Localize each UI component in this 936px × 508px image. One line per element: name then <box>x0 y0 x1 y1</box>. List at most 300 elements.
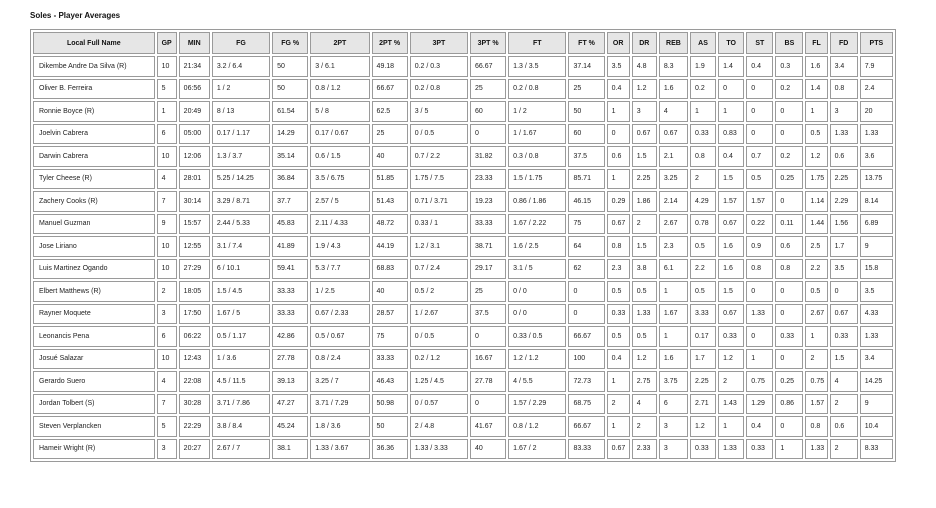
stat-cell: 0.67 <box>607 439 630 460</box>
column-header[interactable]: DR <box>632 32 657 54</box>
stat-cell: 0.67 <box>718 214 744 235</box>
stat-cell: 3.4 <box>860 349 893 370</box>
stat-cell: 0.8 / 1.2 <box>508 416 566 437</box>
stat-cell: 1.57 / 2.29 <box>508 394 566 415</box>
stat-cell: 20 <box>860 101 893 122</box>
stat-cell: 2 <box>830 439 858 460</box>
stat-cell: 4 <box>659 101 688 122</box>
stat-cell: 1.2 / 1.2 <box>508 349 566 370</box>
stat-cell: 33.33 <box>470 214 506 235</box>
stat-cell: 3 <box>157 304 177 325</box>
stat-cell: 49.18 <box>372 56 408 77</box>
stat-cell: 0.33 <box>690 124 716 145</box>
stat-cell: 0 <box>470 326 506 347</box>
stat-cell: 0.78 <box>690 214 716 235</box>
stat-cell: 25 <box>568 79 604 100</box>
stat-cell: 4 <box>157 371 177 392</box>
column-header[interactable]: Local Full Name <box>33 32 155 54</box>
stat-cell: 0.33 <box>718 326 744 347</box>
stat-cell: 5.3 / 7.7 <box>310 259 369 280</box>
stat-cell: 8.14 <box>860 191 893 212</box>
stat-cell: 7 <box>157 191 177 212</box>
stat-cell: 1.5 <box>632 146 657 167</box>
stat-cell: 33.33 <box>272 281 308 302</box>
stat-cell: 75 <box>568 214 604 235</box>
stat-cell: 1.33 / 3.33 <box>410 439 468 460</box>
player-name-cell: Leonancis Pena <box>33 326 155 347</box>
stat-cell: 2 <box>718 371 744 392</box>
stat-cell: 100 <box>568 349 604 370</box>
stat-cell: 42.86 <box>272 326 308 347</box>
table-row <box>33 371 893 392</box>
stat-cell: 3.1 / 7.4 <box>212 236 270 257</box>
column-header[interactable]: 3PT % <box>470 32 506 54</box>
stat-cell: 0.7 / 2.4 <box>410 259 468 280</box>
table-row <box>33 439 893 460</box>
stat-cell: 10 <box>157 236 177 257</box>
column-header[interactable]: REB <box>659 32 688 54</box>
stat-cell: 1 <box>607 416 630 437</box>
stat-cell: 2.67 <box>805 304 827 325</box>
stat-cell: 62.5 <box>372 101 408 122</box>
stat-cell: 2 <box>690 169 716 190</box>
stat-cell: 0 / 0 <box>508 281 566 302</box>
stat-cell: 1.6 <box>718 236 744 257</box>
stat-cell: 0.33 <box>607 304 630 325</box>
stat-cell: 12:43 <box>179 349 210 370</box>
column-header[interactable]: BS <box>775 32 803 54</box>
stat-cell: 4 <box>632 394 657 415</box>
stat-cell: 10.4 <box>860 416 893 437</box>
stat-cell: 28.57 <box>372 304 408 325</box>
table-row <box>33 304 893 325</box>
stat-cell: 60 <box>470 101 506 122</box>
stat-cell: 30:14 <box>179 191 210 212</box>
stat-cell: 0 / 0.57 <box>410 394 468 415</box>
stat-cell: 48.72 <box>372 214 408 235</box>
stat-cell: 2.11 / 4.33 <box>310 214 369 235</box>
stat-cell: 0 <box>775 304 803 325</box>
stat-cell: 0.4 <box>746 56 773 77</box>
stat-cell: 0.7 / 2.2 <box>410 146 468 167</box>
stat-cell: 72.73 <box>568 371 604 392</box>
stat-cell: 1 <box>607 101 630 122</box>
stat-cell: 1 <box>659 326 688 347</box>
player-name-cell: Oliver B. Ferreira <box>33 79 155 100</box>
stat-cell: 1 <box>746 349 773 370</box>
stat-cell: 6 <box>157 326 177 347</box>
table-row <box>33 191 893 212</box>
player-averages-table-wrapper <box>30 29 896 462</box>
stat-cell: 2.2 <box>690 259 716 280</box>
stat-cell: 2.67 / 7 <box>212 439 270 460</box>
stat-cell: 10 <box>157 349 177 370</box>
stat-cell: 61.54 <box>272 101 308 122</box>
stat-cell: 0.17 <box>690 326 716 347</box>
stat-cell: 0.5 / 2 <box>410 281 468 302</box>
stat-cell: 6.89 <box>860 214 893 235</box>
stat-cell: 14.29 <box>272 124 308 145</box>
stat-cell: 1.8 / 3.6 <box>310 416 369 437</box>
stat-cell: 2.1 <box>659 146 688 167</box>
stat-cell: 2 <box>632 416 657 437</box>
stat-cell: 0.83 <box>718 124 744 145</box>
stat-cell: 0.2 <box>775 146 803 167</box>
stat-cell: 2.14 <box>659 191 688 212</box>
stat-cell: 0.7 <box>746 146 773 167</box>
stat-cell: 0.5 <box>632 281 657 302</box>
column-header[interactable]: PTS <box>860 32 893 54</box>
column-header[interactable]: FD <box>830 32 858 54</box>
column-header[interactable]: 2PT <box>310 32 369 54</box>
stat-cell: 0.29 <box>607 191 630 212</box>
stat-cell: 1.86 <box>632 191 657 212</box>
stat-cell: 1 / 2.5 <box>310 281 369 302</box>
player-name-cell: Gerardo Suero <box>33 371 155 392</box>
stat-cell: 0.33 <box>775 326 803 347</box>
stat-cell: 1.2 <box>718 349 744 370</box>
stat-cell: 1 <box>607 371 630 392</box>
stat-cell: 3.5 / 6.75 <box>310 169 369 190</box>
stat-cell: 1.33 <box>746 304 773 325</box>
stat-cell: 0.25 <box>775 371 803 392</box>
player-name-cell: Darwin Cabrera <box>33 146 155 167</box>
column-header[interactable]: FG <box>212 32 270 54</box>
stat-cell: 3.2 / 6.4 <box>212 56 270 77</box>
stat-cell: 12:06 <box>179 146 210 167</box>
stat-cell: 0.33 / 0.5 <box>508 326 566 347</box>
stat-cell: 39.13 <box>272 371 308 392</box>
stat-cell: 27.78 <box>272 349 308 370</box>
stat-cell: 3.1 / 5 <box>508 259 566 280</box>
table-row <box>33 101 893 122</box>
stat-cell: 4.29 <box>690 191 716 212</box>
stat-cell: 1.2 <box>690 416 716 437</box>
stat-cell: 2.25 <box>632 169 657 190</box>
column-header[interactable]: FG % <box>272 32 308 54</box>
stat-cell: 8.3 <box>659 56 688 77</box>
stat-cell: 2.25 <box>690 371 716 392</box>
stat-cell: 1 <box>805 326 827 347</box>
stat-cell: 1 / 2.67 <box>410 304 468 325</box>
stat-cell: 2.2 <box>805 259 827 280</box>
stat-cell: 0 <box>470 394 506 415</box>
stat-cell: 16.67 <box>470 349 506 370</box>
stat-cell: 06:56 <box>179 79 210 100</box>
stat-cell: 0.5 <box>632 326 657 347</box>
stat-cell: 1.5 <box>718 169 744 190</box>
stat-cell: 29.17 <box>470 259 506 280</box>
stat-cell: 06:22 <box>179 326 210 347</box>
stat-cell: 3.75 <box>659 371 688 392</box>
stat-cell: 2.4 <box>860 79 893 100</box>
stat-cell: 0.2 <box>775 79 803 100</box>
player-name-cell: Joelvin Cabrera <box>33 124 155 145</box>
stat-cell: 3 / 5 <box>410 101 468 122</box>
column-header[interactable]: OR <box>607 32 630 54</box>
stat-cell: 0.3 <box>775 56 803 77</box>
stat-cell: 45.83 <box>272 214 308 235</box>
stat-cell: 0.2 / 0.3 <box>410 56 468 77</box>
column-header[interactable]: 2PT % <box>372 32 408 54</box>
stat-cell: 38.1 <box>272 439 308 460</box>
stat-cell: 0 / 0 <box>508 304 566 325</box>
column-header[interactable]: FT % <box>568 32 604 54</box>
stat-cell: 1.57 <box>805 394 827 415</box>
stat-cell: 1 <box>690 101 716 122</box>
player-name-cell: Rayner Moquete <box>33 304 155 325</box>
stat-cell: 0.33 / 1 <box>410 214 468 235</box>
stat-cell: 22:08 <box>179 371 210 392</box>
stat-cell: 14.25 <box>860 371 893 392</box>
stat-cell: 0.8 / 2.4 <box>310 349 369 370</box>
stat-cell: 1.3 / 3.5 <box>508 56 566 77</box>
stat-cell: 1.14 <box>805 191 827 212</box>
stat-cell: 21:34 <box>179 56 210 77</box>
stat-cell: 0.67 / 2.33 <box>310 304 369 325</box>
stat-cell: 0.2 / 0.8 <box>508 79 566 100</box>
stat-cell: 0.22 <box>746 214 773 235</box>
stat-cell: 0 <box>746 326 773 347</box>
stat-cell: 1.5 / 4.5 <box>212 281 270 302</box>
stat-cell: 50 <box>372 416 408 437</box>
stat-cell: 1 <box>157 101 177 122</box>
column-header[interactable]: FT <box>508 32 566 54</box>
stat-cell: 66.67 <box>470 56 506 77</box>
stat-cell: 0.3 / 0.8 <box>508 146 566 167</box>
stat-cell: 0.86 / 1.86 <box>508 191 566 212</box>
player-name-cell: Ronnie Boyce (R) <box>33 101 155 122</box>
stat-cell: 23.33 <box>470 169 506 190</box>
stat-cell: 2.33 <box>632 439 657 460</box>
stat-cell: 0.5 <box>805 281 827 302</box>
stat-cell: 0.67 <box>659 124 688 145</box>
stat-cell: 0.5 <box>805 124 827 145</box>
column-header[interactable]: ST <box>746 32 773 54</box>
stat-cell: 3.33 <box>690 304 716 325</box>
stat-cell: 3.25 <box>659 169 688 190</box>
stat-cell: 31.82 <box>470 146 506 167</box>
stat-cell: 37.5 <box>470 304 506 325</box>
stat-cell: 4.33 <box>860 304 893 325</box>
table-header-row <box>33 32 893 54</box>
table-row <box>33 259 893 280</box>
stat-cell: 0 <box>607 124 630 145</box>
player-name-cell: Luis Martinez Ogando <box>33 259 155 280</box>
stat-cell: 10 <box>157 56 177 77</box>
column-header[interactable]: 3PT <box>410 32 468 54</box>
stat-cell: 0.67 <box>830 304 858 325</box>
column-header[interactable]: FL <box>805 32 827 54</box>
stat-cell: 6.1 <box>659 259 688 280</box>
stat-cell: 68.75 <box>568 394 604 415</box>
stat-cell: 0.6 / 1.5 <box>310 146 369 167</box>
stat-cell: 0.8 <box>775 259 803 280</box>
stat-cell: 1.57 <box>746 191 773 212</box>
player-name-cell: Elbert Matthews (R) <box>33 281 155 302</box>
stat-cell: 0 / 0.5 <box>410 124 468 145</box>
player-name-cell: Hameir Wright (R) <box>33 439 155 460</box>
stat-cell: 1.6 <box>659 79 688 100</box>
stat-cell: 59.41 <box>272 259 308 280</box>
stat-cell: 20:49 <box>179 101 210 122</box>
stat-cell: 1 <box>718 416 744 437</box>
stat-cell: 20:27 <box>179 439 210 460</box>
stat-cell: 1.67 / 5 <box>212 304 270 325</box>
stat-cell: 0.8 <box>746 259 773 280</box>
stat-cell: 68.83 <box>372 259 408 280</box>
stat-cell: 13.75 <box>860 169 893 190</box>
stat-cell: 3.29 / 8.71 <box>212 191 270 212</box>
stat-cell: 0.4 <box>746 416 773 437</box>
stat-cell: 1.4 <box>805 79 827 100</box>
stat-cell: 0.2 / 1.2 <box>410 349 468 370</box>
stat-cell: 18:05 <box>179 281 210 302</box>
stat-cell: 1.3 / 3.7 <box>212 146 270 167</box>
stat-cell: 33.33 <box>272 304 308 325</box>
stat-cell: 1 / 2 <box>212 79 270 100</box>
stat-cell: 2.67 <box>659 214 688 235</box>
stat-cell: 0 <box>775 101 803 122</box>
stat-cell: 1.2 / 3.1 <box>410 236 468 257</box>
stat-cell: 2 <box>157 281 177 302</box>
stat-cell: 46.43 <box>372 371 408 392</box>
stat-cell: 3.5 <box>607 56 630 77</box>
stat-cell: 1 / 1.67 <box>508 124 566 145</box>
stat-cell: 0 <box>568 281 604 302</box>
stat-cell: 0 <box>746 281 773 302</box>
stat-cell: 0.17 / 1.17 <box>212 124 270 145</box>
stat-cell: 1.7 <box>830 236 858 257</box>
stat-cell: 45.24 <box>272 416 308 437</box>
stat-cell: 66.67 <box>372 79 408 100</box>
stat-cell: 4 <box>830 371 858 392</box>
player-averages-table <box>30 29 896 462</box>
column-header[interactable]: TO <box>718 32 744 54</box>
stat-cell: 50 <box>272 79 308 100</box>
player-name-cell: Zachery Cooks (R) <box>33 191 155 212</box>
stat-cell: 47.27 <box>272 394 308 415</box>
stat-cell: 2 <box>805 349 827 370</box>
stat-cell: 1.33 <box>718 439 744 460</box>
stat-cell: 1.33 / 3.67 <box>310 439 369 460</box>
stat-cell: 44.19 <box>372 236 408 257</box>
stat-cell: 9 <box>860 394 893 415</box>
stat-cell: 0 <box>568 304 604 325</box>
stat-cell: 5 <box>157 79 177 100</box>
stat-cell: 1 <box>607 169 630 190</box>
stat-cell: 1.57 <box>718 191 744 212</box>
stat-cell: 50 <box>272 56 308 77</box>
stat-cell: 0.33 <box>690 439 716 460</box>
stat-cell: 0.2 / 0.8 <box>410 79 468 100</box>
stat-cell: 0.86 <box>775 394 803 415</box>
stat-cell: 83.33 <box>568 439 604 460</box>
stat-cell: 0.9 <box>746 236 773 257</box>
stat-cell: 40 <box>470 439 506 460</box>
stat-cell: 1.67 / 2.22 <box>508 214 566 235</box>
table-body <box>33 56 893 459</box>
player-name-cell: Dikembe Andre Da Silva (R) <box>33 56 155 77</box>
stat-cell: 0.75 <box>805 371 827 392</box>
column-header[interactable]: GP <box>157 32 177 54</box>
stat-cell: 46.15 <box>568 191 604 212</box>
table-row <box>33 349 893 370</box>
stat-cell: 0.6 <box>775 236 803 257</box>
stat-cell: 0 / 0.5 <box>410 326 468 347</box>
stat-cell: 0.67 <box>607 214 630 235</box>
stat-cell: 8 / 13 <box>212 101 270 122</box>
stat-cell: 0.4 <box>607 349 630 370</box>
stat-cell: 22:29 <box>179 416 210 437</box>
stat-cell: 5.25 / 14.25 <box>212 169 270 190</box>
stat-cell: 0 <box>775 416 803 437</box>
stat-cell: 2.3 <box>659 236 688 257</box>
stat-cell: 1.75 / 7.5 <box>410 169 468 190</box>
stat-cell: 51.43 <box>372 191 408 212</box>
stat-cell: 37.5 <box>568 146 604 167</box>
stat-cell: 41.89 <box>272 236 308 257</box>
stat-cell: 0.6 <box>830 416 858 437</box>
stat-cell: 0 <box>775 349 803 370</box>
stat-cell: 64 <box>568 236 604 257</box>
stat-cell: 0 <box>775 124 803 145</box>
table-row <box>33 169 893 190</box>
stat-cell: 1.5 / 1.75 <box>508 169 566 190</box>
table-row <box>33 56 893 77</box>
stat-cell: 4.5 / 11.5 <box>212 371 270 392</box>
stat-cell: 0.4 <box>718 146 744 167</box>
stat-cell: 0 <box>775 281 803 302</box>
stat-cell: 4.8 <box>632 56 657 77</box>
player-name-cell: Jordan Tolbert (S) <box>33 394 155 415</box>
stat-cell: 66.67 <box>568 326 604 347</box>
stat-cell: 5 / 8 <box>310 101 369 122</box>
table-row <box>33 236 893 257</box>
stat-cell: 1.5 <box>830 349 858 370</box>
stat-cell: 1.9 / 4.3 <box>310 236 369 257</box>
stat-cell: 0 <box>746 79 773 100</box>
stat-cell: 1 <box>659 281 688 302</box>
page-title: Soles - Player Averages <box>30 11 121 20</box>
stat-cell: 1.44 <box>805 214 827 235</box>
stat-cell: 05:00 <box>179 124 210 145</box>
stat-cell: 0.8 <box>690 146 716 167</box>
stat-cell: 0 <box>718 79 744 100</box>
stat-cell: 0 <box>470 124 506 145</box>
stat-cell: 36.84 <box>272 169 308 190</box>
stat-cell: 3.5 <box>860 281 893 302</box>
stat-cell: 3 <box>830 101 858 122</box>
column-header[interactable]: MIN <box>179 32 210 54</box>
player-name-cell: Josué Salazar <box>33 349 155 370</box>
stat-cell: 1.2 <box>632 349 657 370</box>
stat-cell: 1.6 <box>805 56 827 77</box>
stat-cell: 1.5 <box>718 281 744 302</box>
stat-cell: 9 <box>860 236 893 257</box>
stat-cell: 1.6 / 2.5 <box>508 236 566 257</box>
stat-cell: 0.67 <box>632 124 657 145</box>
stat-cell: 0.71 / 3.71 <box>410 191 468 212</box>
stat-cell: 1.6 <box>659 349 688 370</box>
stat-cell: 25 <box>470 281 506 302</box>
column-header[interactable]: AS <box>690 32 716 54</box>
stat-cell: 1 <box>775 439 803 460</box>
stat-cell: 8.33 <box>860 439 893 460</box>
stat-cell: 1.33 <box>632 304 657 325</box>
stat-cell: 37.14 <box>568 56 604 77</box>
stat-cell: 1.29 <box>746 394 773 415</box>
